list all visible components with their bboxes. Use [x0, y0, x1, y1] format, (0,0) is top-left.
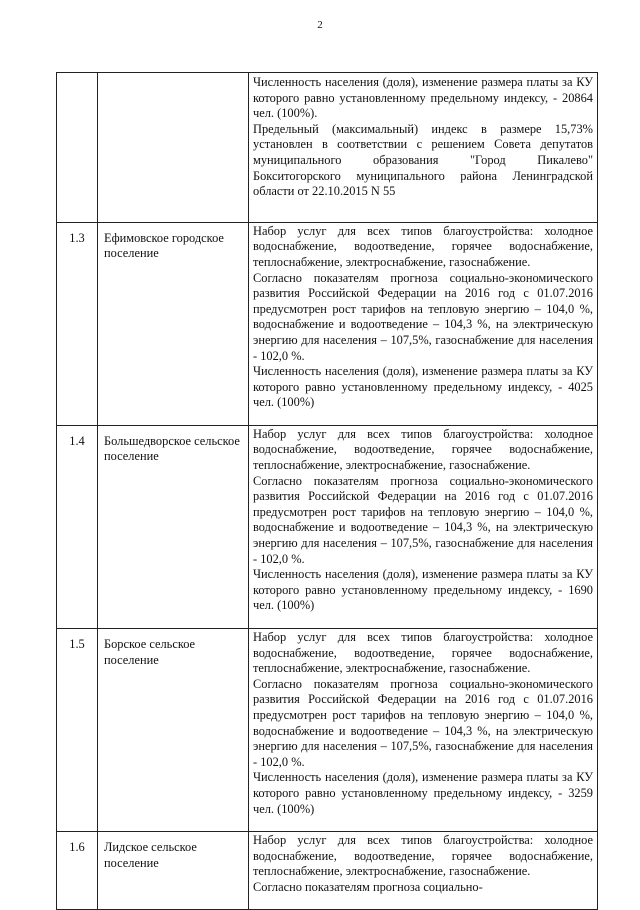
tariff-table — [56, 72, 598, 910]
row-number: 1.5 — [57, 629, 98, 832]
paragraph: Численность населения (доля), изменение размера платы за КУ которого равно установленному предельному индексу, - 4025 чел. (100%) — [253, 364, 593, 410]
settlement-name: Лидское сельское поселение — [98, 832, 249, 910]
table-row — [57, 425, 598, 628]
row-description — [249, 222, 598, 425]
row-number: 1.6 — [57, 832, 98, 910]
paragraph: Численность населения (доля), изменение размера платы за КУ которого равно установленному предельному индексу, - 3259 чел. (100%) — [253, 770, 593, 816]
row-description — [249, 73, 598, 223]
settlement-name: Ефимовское городское поселение — [98, 222, 249, 425]
settlement-name: Большедворское сельское поселение — [98, 425, 249, 628]
row-description — [249, 425, 598, 628]
paragraph: Набор услуг для всех типов благоустройства: холодное водоснабжение, водоотведение, горячее водоснабжение, теплоснабжение, электроснабжение, газоснабжение. — [253, 833, 593, 879]
paragraph: Численность населения (доля), изменение размера платы за КУ которого равно установленному предельному индексу, - 20864 чел. (100%). — [253, 75, 593, 121]
paragraph: Набор услуг для всех типов благоустройства: холодное водоснабжение, водоотведение, горячее водоснабжение, теплоснабжение, электроснабжение, газоснабжение. — [253, 223, 593, 269]
table-row — [57, 832, 598, 910]
row-number: 1.4 — [57, 425, 98, 628]
row-description — [249, 832, 598, 910]
page-number: 2 — [317, 19, 323, 31]
paragraph: Набор услуг для всех типов благоустройства: холодное водоснабжение, водоотведение, горячее водоснабжение, теплоснабжение, электроснабжение, газоснабжение. — [253, 630, 593, 676]
paragraph: Согласно показателям прогноза социально-экономического развития Российской Федерации на 2016 год с 01.07.2016 предусмотрен рост тарифов на тепловую энергию – 104,0 %, водоснабжение и водоотведение – 104,3 %, на электрическую энергию для населения – 107,5%, газоснабжение для населения - 102,0 %. — [253, 473, 593, 566]
table-row — [57, 629, 598, 832]
paragraph: Согласно показателям прогноза социально-экономического развития Российской Федерации на 2016 год с 01.07.2016 предусмотрен рост тарифов на тепловую энергию – 104,0 %, водоснабжение и водоотведение – 104,3 %, на электрическую энергию для населения – 107,5%, газоснабжение для населения - 102,0 %. — [253, 676, 593, 769]
settlement-name: Борское сельское поселение — [98, 629, 249, 832]
paragraph: Согласно показателям прогноза социально- — [253, 879, 483, 894]
table-row — [57, 222, 598, 425]
paragraph: Набор услуг для всех типов благоустройства: холодное водоснабжение, водоотведение, горячее водоснабжение, теплоснабжение, электроснабжение, газоснабжение. — [253, 426, 593, 473]
row-number: 1.3 — [57, 222, 98, 425]
row-number — [57, 73, 98, 223]
paragraph: Предельный (максимальный) индекс в размере 15,73% установлен в соответствии с решением Совета депутатов муниципального образования "Город Пикалево" Бокситогорского муниципального района Ленинградской области от 22.10.2015 N 55 — [253, 121, 593, 199]
settlement-name — [98, 73, 249, 223]
row-description — [249, 629, 598, 832]
paragraph: Согласно показателям прогноза социально-экономического развития Российской Федерации на 2016 год с 01.07.2016 предусмотрен рост тарифов на тепловую энергию – 104,0 %, водоснабжение и водоотведение – 104,3 %, на электрическую энергию для населения – 107,5%, газоснабжение для населения - 102,0 %. — [253, 270, 593, 363]
table-row — [57, 73, 598, 223]
paragraph: Численность населения (доля), изменение размера платы за КУ которого равно установленному предельному индексу, - 1690 чел. (100%) — [253, 567, 593, 613]
